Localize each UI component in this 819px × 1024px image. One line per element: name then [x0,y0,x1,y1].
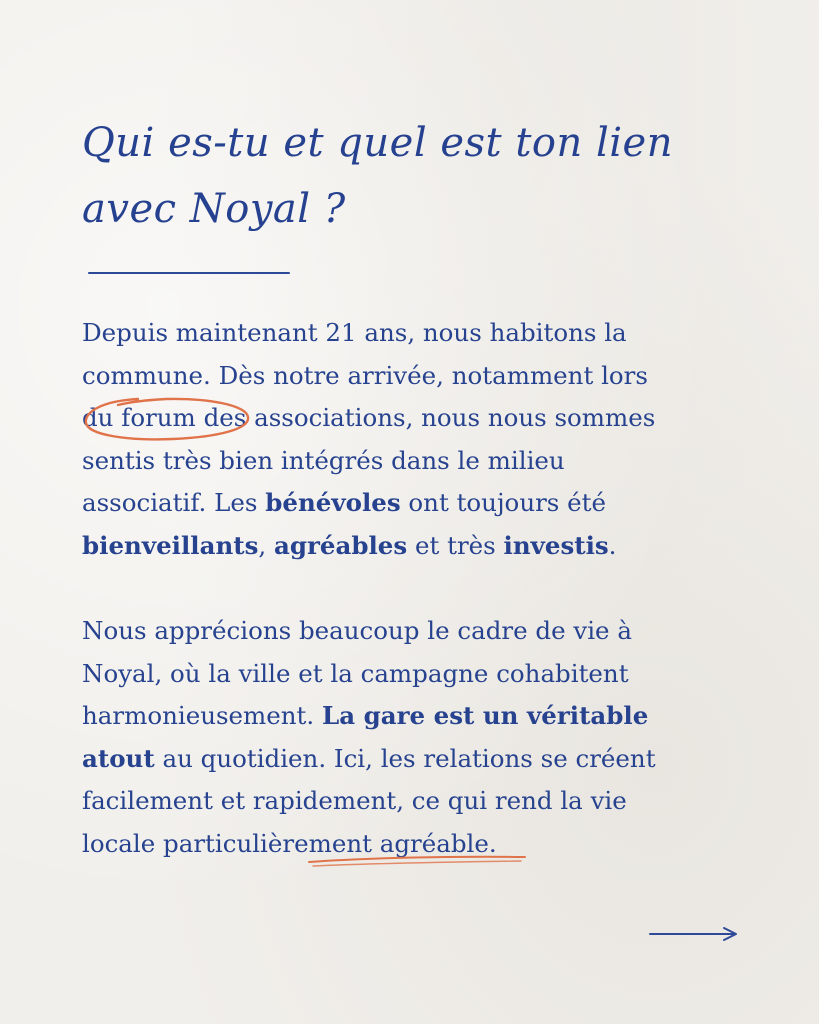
text-line: locale particulièrement agréable. [82,828,497,858]
text-segment: . [608,530,617,560]
title-line-2: avec Noyal ? [82,186,346,232]
paragraph-living [82,610,762,865]
title-line-1: Qui es-tu et quel est ton lien [82,120,673,166]
text-segment: au quotidien. Ici, les relations se créent [154,743,656,773]
emphasis-benevoles: bénévoles [265,488,401,517]
text-line [82,738,762,781]
text-line [82,695,762,738]
emphasis-atout: atout [82,743,155,773]
text-segment: , [258,530,274,560]
text-line: du forum des associations, nous nous sommes [82,403,656,432]
title-divider [88,272,290,274]
page-title [82,110,702,242]
emphasis-gare: La gare est un véritable [321,701,649,730]
text-segment: associatif. Les [82,488,266,517]
arrow-right-icon[interactable] [648,924,740,944]
text-segment: ont toujours été [400,488,607,517]
text-segment: harmonieusement. [82,701,322,730]
emphasis-agreables: agréables [273,530,408,560]
text-line: sentis très bien intégrés dans le milieu [82,445,565,475]
text-line: Nous apprécions beaucoup le cadre de vie à [82,616,632,645]
hand-drawn-underline-icon [305,852,530,870]
text-line [82,482,762,525]
text-line: Depuis maintenant 21 ans, nous habitons la [82,318,627,347]
emphasis-bienveillants: bienveillants [82,530,259,560]
text-line: commune. Dès notre arrivée, notamment lors [82,360,648,390]
text-line: Noyal, où la ville et la campagne cohabitent [82,658,629,688]
text-line [82,525,762,568]
hand-drawn-circle-icon [78,393,258,445]
text-segment: et très [407,530,504,560]
emphasis-investis: investis [503,530,609,560]
text-line: facilement et rapidement, ce qui rend la vie [82,786,627,815]
